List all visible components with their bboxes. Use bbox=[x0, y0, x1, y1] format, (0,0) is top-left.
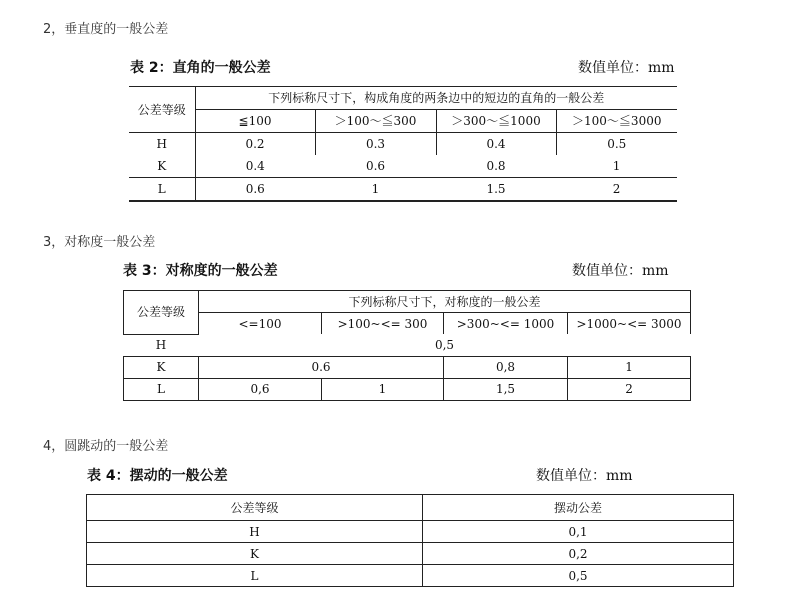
table-row bbox=[129, 133, 677, 156]
value-cell: 1 bbox=[568, 356, 691, 378]
value-cell: 0,6 bbox=[199, 378, 322, 400]
table-row bbox=[129, 178, 677, 202]
value-cell: 1 bbox=[315, 178, 436, 202]
grade-header: 公差等级 bbox=[129, 87, 195, 133]
grade-header: 公差等级 bbox=[124, 291, 199, 335]
grade-cell: L bbox=[87, 565, 423, 587]
value-cell: 0.8 bbox=[486, 159, 506, 173]
range-header: ＞100～≦3000 bbox=[572, 114, 662, 128]
grade-cell: H bbox=[87, 521, 423, 543]
grade-cell: H bbox=[129, 133, 195, 156]
grade-cell: K bbox=[129, 155, 195, 178]
grade-header: 公差等级 bbox=[87, 495, 423, 521]
range-header: >1000~<= 3000 bbox=[568, 313, 691, 335]
value-cell: 1 bbox=[612, 159, 621, 173]
table-row bbox=[124, 356, 691, 378]
range-header: ＞100～≦300 bbox=[315, 110, 436, 133]
table-3-caption: 表 3：对称度的一般公差 bbox=[123, 263, 278, 279]
value-cell: 0,1 bbox=[423, 521, 734, 543]
span-header: 下列标称尺寸下，构成角度的两条边中的短边的直角的一般公差 bbox=[195, 87, 677, 110]
value-cell: 0.5 bbox=[556, 133, 677, 156]
value-cell: 0,8 bbox=[444, 356, 568, 378]
grade-cell: L bbox=[124, 378, 199, 400]
value-cell: 0.2 bbox=[195, 133, 315, 156]
value-cell: 0.6 bbox=[199, 356, 444, 378]
table-row bbox=[124, 334, 691, 356]
table-4-unit: 数值单位：mm bbox=[536, 468, 633, 484]
section-2-heading: 2，垂直度的一般公差 bbox=[43, 22, 169, 37]
value-cell: 1.5 bbox=[436, 178, 556, 202]
section-3-heading: 3，对称度一般公差 bbox=[43, 235, 156, 250]
table-4-caption: 表 4：摆动的一般公差 bbox=[87, 468, 228, 484]
value-cell: 2 bbox=[556, 178, 677, 202]
value-cell: 0.6 bbox=[195, 178, 315, 202]
value-cell: 2 bbox=[568, 378, 691, 400]
value-cell: 0.4 bbox=[436, 133, 556, 156]
span-header: 下列标称尺寸下，对称度的一般公差 bbox=[199, 291, 691, 313]
table-4 bbox=[86, 494, 734, 587]
table-row bbox=[124, 378, 691, 400]
value-cell: 0.6 bbox=[365, 159, 386, 173]
table-2-unit: 数值单位：mm bbox=[578, 60, 675, 76]
value-cell: 0.4 bbox=[245, 159, 265, 173]
value-cell: 1,5 bbox=[444, 378, 568, 400]
table-row bbox=[87, 543, 734, 565]
table-2 bbox=[129, 86, 677, 202]
value-cell: 0,5 bbox=[434, 337, 455, 352]
range-header: >100~<= 300 bbox=[322, 313, 444, 335]
table-row bbox=[129, 155, 677, 178]
grade-cell: H bbox=[155, 338, 167, 352]
range-header: ≦100 bbox=[195, 110, 315, 133]
table-2-caption: 表 2：直角的一般公差 bbox=[130, 60, 271, 76]
table-3-unit: 数值单位：mm bbox=[572, 263, 669, 279]
range-header: >300~<= 1000 bbox=[444, 313, 568, 335]
table-row bbox=[87, 521, 734, 543]
table-row bbox=[87, 565, 734, 587]
range-header: <=100 bbox=[199, 313, 322, 335]
grade-cell: L bbox=[129, 178, 195, 202]
value-cell: 1 bbox=[322, 378, 444, 400]
range-header: ＞300～≦1000 bbox=[436, 110, 556, 133]
value-header: 摆动公差 bbox=[423, 495, 734, 521]
value-cell: 0,2 bbox=[423, 543, 734, 565]
grade-cell: K bbox=[87, 543, 423, 565]
section-4-heading: 4，圆跳动的一般公差 bbox=[43, 439, 169, 454]
grade-cell: K bbox=[124, 356, 199, 378]
value-cell: 0.3 bbox=[315, 133, 436, 156]
value-cell: 0,5 bbox=[423, 565, 734, 587]
table-3 bbox=[123, 290, 691, 401]
